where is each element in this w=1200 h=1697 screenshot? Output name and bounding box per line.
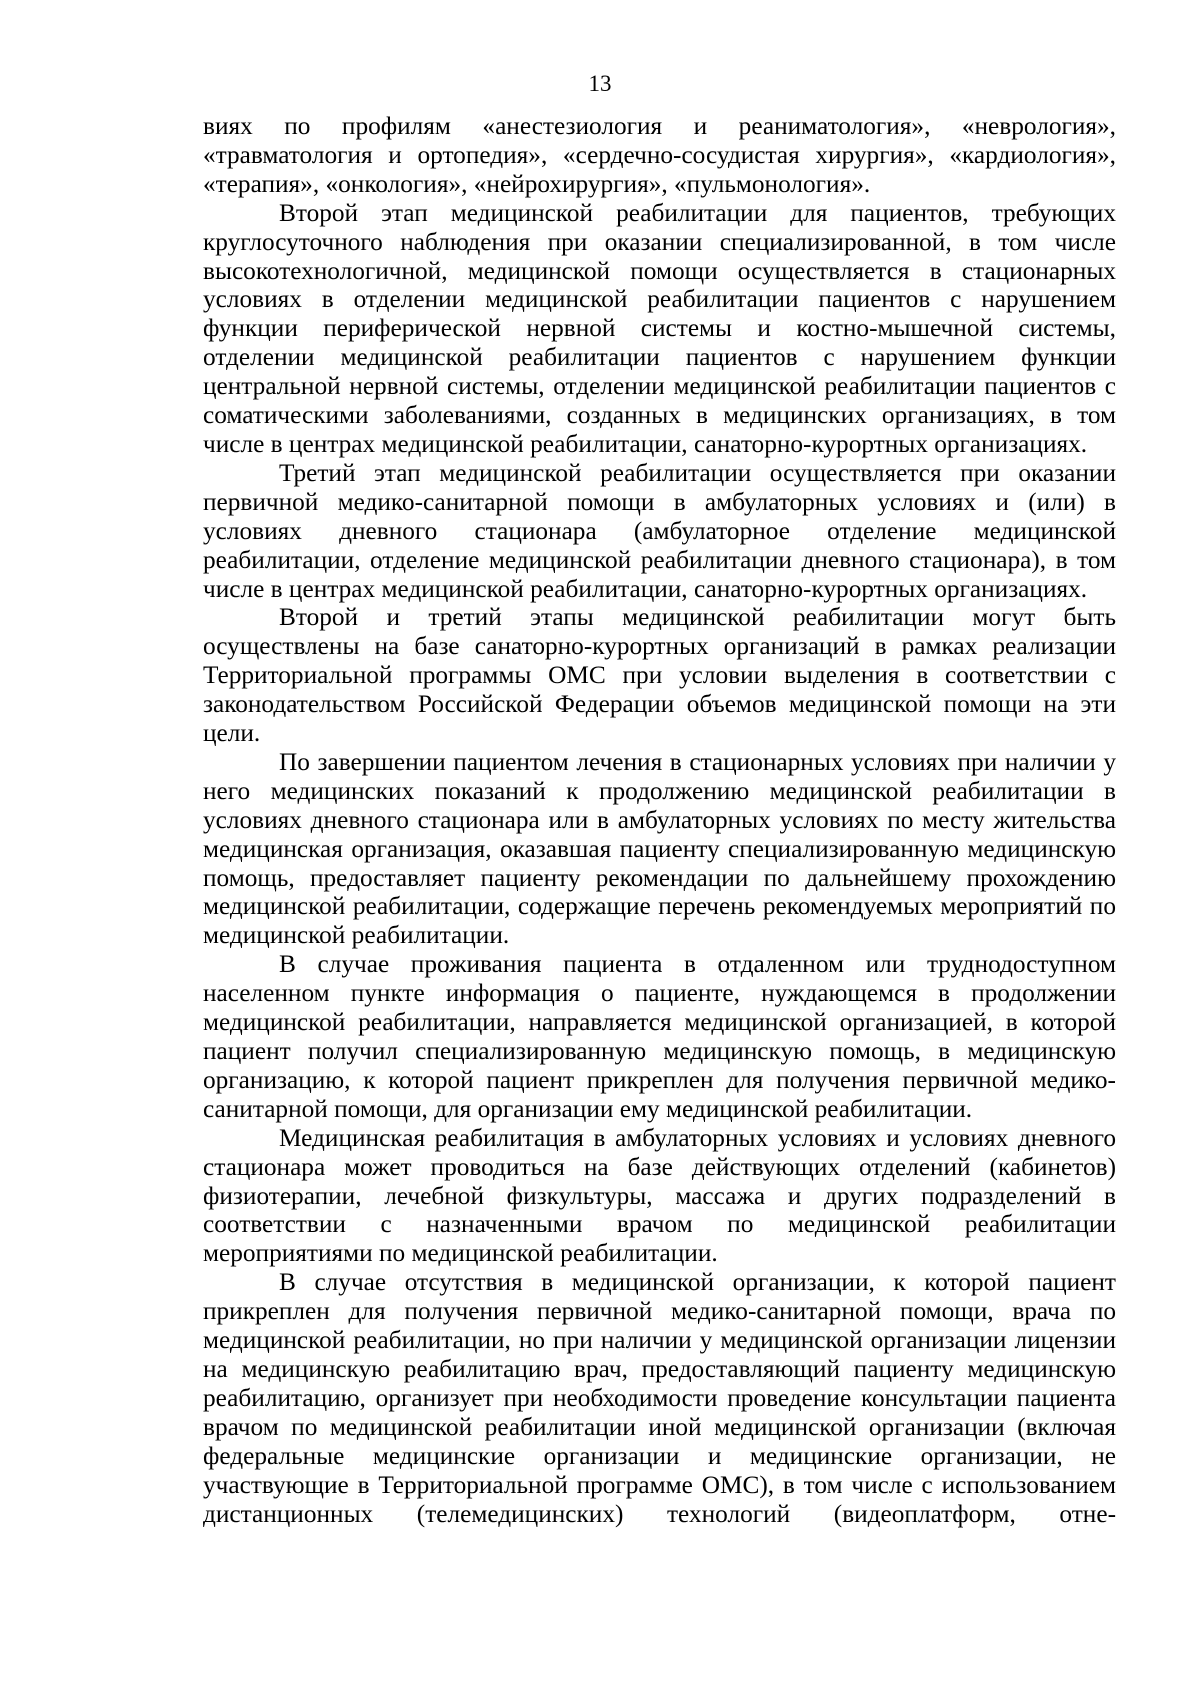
paragraph-third-stage: Третий этап медицинской реабилитации осуществляется при оказании первичной медико-санитарной помощи в амбулаторных условиях и (или) в условиях дневного стационара (амбулаторное отделение медицинской реабилитации, отделение медицинской реабилитации дневного стационара), в том числе в центрах медицинской реабилитации, санаторно-курортных организациях. — [203, 458, 1116, 603]
paragraph-no-rehab-doctor: В случае отсутствия в медицинской организации, к которой пациент прикреплен для получения первичной медико-санитарной помощи, врача по медицинской реабилитации, но при наличии у медицинской организации лицензии на медицинскую реабилитацию врач, предоставляющий пациенту медицинскую реабилитацию, организует при необходимости проведение консультации пациента врачом по медицинской реабилитации иной медицинской организации (включая федеральные медицинские организации и медицинские организации, не участвующие в Территориальной программе ОМС), в том числе с использованием дистанционных (телемедицинских) технологий (видеоплатформ, отне- — [203, 1268, 1116, 1528]
paragraph-remote-settlement: В случае проживания пациента в отдаленном или труднодоступном населенном пункте информация о пациенте, нуждающемся в продолжении медицинской реабилитации, направляется медицинской организацией, в которой пациент получил специализированную медицинскую помощь, в медицинскую организацию, к которой пациент прикреплен для получения первичной медико-санитарной помощи, для организации ему медицинской реабилитации. — [203, 950, 1116, 1123]
paragraph-continued: виях по профилям «анестезиология и реаниматология», «неврология», «травматология и ортопедия», «сердечно-сосудистая хирургия», «кардиология», «терапия», «онкология», «нейрохирургия», «пульмонология». — [203, 112, 1116, 198]
paragraph-second-stage: Второй этап медицинской реабилитации для пациентов, требующих круглосуточного наблюдения при оказании специализированной, в том числе высокотехнологичной, медицинской помощи осуществляется в стационарных условиях в отделении медицинской реабилитации пациентов с нарушением функции периферической нервной системы и костно-мышечной системы, отделении медицинской реабилитации пациентов с нарушением функции центральной нервной системы, отделении медицинской реабилитации пациентов с соматическими заболеваниями, созданных в медицинских организациях, в том числе в центрах медицинской реабилитации, санаторно-курортных организациях. — [203, 198, 1116, 458]
paragraph-outpatient-base: Медицинская реабилитация в амбулаторных условиях и условиях дневного стационара может проводиться на базе действующих отделений (кабинетов) физиотерапии, лечебной физкультуры, массажа и других подразделений в соответствии с назначенными врачом по медицинской реабилитации мероприятиями по медицинской реабилитации. — [203, 1123, 1116, 1268]
paragraph-after-inpatient: По завершении пациентом лечения в стационарных условиях при наличии у него медицинских показаний к продолжению медицинской реабилитации в условиях дневного стационара или в амбулаторных условиях по месту жительства медицинская организация, оказавшая пациенту специализированную медицинскую помощь, предоставляет пациенту рекомендации по дальнейшему прохождению медицинской реабилитации, содержащие перечень рекомендуемых мероприятий по медицинской реабилитации. — [203, 747, 1116, 950]
paragraph-sanatorium-stages: Второй и третий этапы медицинской реабилитации могут быть осуществлены на базе санаторно-курортных организаций в рамках реализации Территориальной программы ОМС при условии выделения в соответствии с законодательством Российской Федерации объемов медицинской помощи на эти цели. — [203, 603, 1116, 748]
page-number: 13 — [588, 71, 612, 96]
document-body — [203, 112, 1116, 1528]
